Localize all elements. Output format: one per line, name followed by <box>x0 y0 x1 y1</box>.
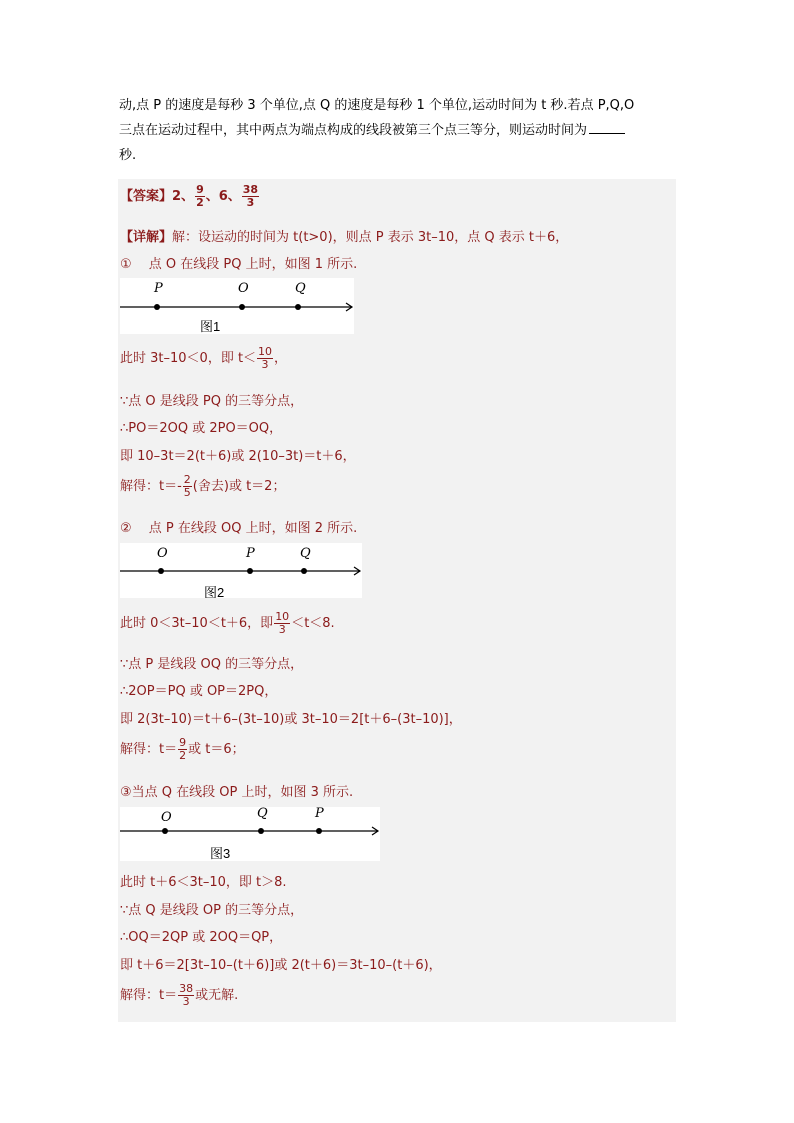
number-line-1 <box>120 278 354 334</box>
point-q-label: Q <box>295 281 306 296</box>
point-q-dot <box>295 304 301 310</box>
point-o-label: O <box>161 810 172 825</box>
case1-line-3: ∴PO＝2OQ 或 2PO＝OQ， <box>120 421 283 436</box>
point-o-dot <box>158 568 164 574</box>
figure-1 <box>120 278 354 334</box>
figure-2 <box>120 543 362 598</box>
point-o-label: O <box>238 281 249 296</box>
point-q-dot <box>301 568 307 574</box>
point-o-dot <box>239 304 245 310</box>
case3-line-3: ∴OQ＝2QP 或 2OQ＝QP， <box>120 930 283 945</box>
point-q-label: Q <box>300 546 311 561</box>
detail-intro: 【详解】解：设运动的时间为 t(t>0)，则点 P 表示 3t–10，点 Q 表示 t＋6， <box>120 230 569 245</box>
answer-fraction-1: $\frac{9}{2}$ <box>196 183 204 209</box>
case1-line-2: ∵点 O 是线段 PQ 的三等分点， <box>120 394 304 409</box>
question-line-1: 动,点 P 的速度是每秒 3 个单位,点 Q 的速度是每秒 1 个单位,运动时间为 t 秒.若点 P,Q,O <box>119 98 635 113</box>
case2-line-1: 此时 0＜3t–10＜t＋6，即 $\frac{10}{3}$ ＜t＜8. <box>120 610 335 636</box>
point-q-label: Q <box>257 807 268 821</box>
case3-line-2: ∵点 Q 是线段 OP 的三等分点， <box>120 903 304 918</box>
point-p-dot <box>154 304 160 310</box>
point-p-dot <box>316 828 322 834</box>
fraction: $\frac{10}{3}$ <box>258 345 273 371</box>
point-p-label: P <box>246 546 255 561</box>
answer-box <box>118 179 676 1022</box>
point-p-label: P <box>315 807 324 821</box>
case3-line-5: 解得：t＝ $\frac{38}{3}$ 或无解. <box>120 982 239 1008</box>
answer-fraction-2: $\frac{38}{3}$ <box>242 183 259 209</box>
case2-line-3: ∴2OP＝PQ 或 OP＝2PQ， <box>120 684 278 699</box>
point-p-dot <box>247 568 253 574</box>
case3-line-4: 即 t＋6＝2[3t–10–(t＋6)]或 2(t＋6)＝3t–10–(t＋6)， <box>120 958 442 973</box>
answer-line: 【答案】2、 $\frac{9}{2}$ 、6、 $\frac{38}{3}$ <box>120 183 259 209</box>
number-line-3 <box>120 807 380 861</box>
case3-heading: ③当点 Q 在线段 OP 上时，如图 3 所示. <box>120 785 354 800</box>
question-line-2: 三点在运动过程中，其中两点为端点构成的线段被第三个点三等分，则运动时间为 <box>119 118 679 143</box>
fraction: $\frac{38}{3}$ <box>179 982 194 1008</box>
point-p-label: P <box>154 281 163 296</box>
point-o-dot <box>162 828 168 834</box>
case2-line-2: ∵点 P 是线段 OQ 的三等分点， <box>120 657 304 672</box>
point-o-label: O <box>157 546 168 561</box>
question-line-3: 秒. <box>119 148 137 163</box>
fraction: $\frac{10}{3}$ <box>275 610 290 636</box>
question-text <box>119 93 679 168</box>
figure-3 <box>120 807 380 861</box>
case2-line-5: 解得：t＝ $\frac{9}{2}$ 或 t＝6； <box>120 736 245 762</box>
case1-line-1: 此时 3t–10＜0，即 t＜ $\frac{10}{3}$ ， <box>120 345 288 371</box>
answer-blank <box>589 121 625 134</box>
figure-1-caption: 图1 <box>200 319 221 334</box>
number-line-2 <box>120 543 362 598</box>
fraction: $\frac{9}{2}$ <box>179 736 187 762</box>
case1-heading: ① 点 O 在线段 PQ 上时，如图 1 所示. <box>120 257 358 272</box>
case2-heading: ② 点 P 在线段 OQ 上时，如图 2 所示. <box>120 521 358 536</box>
figure-2-caption: 图2 <box>204 585 225 598</box>
point-q-dot <box>258 828 264 834</box>
fraction: $\frac{2}{5}$ <box>183 473 191 499</box>
figure-3-caption: 图3 <box>210 846 231 861</box>
case1-line-4: 即 10–3t＝2(t＋6)或 2(10–3t)＝t＋6， <box>120 449 356 464</box>
case2-line-4: 即 2(3t–10)＝t＋6–(3t–10)或 3t–10＝2[t＋6–(3t–10)]， <box>120 712 462 727</box>
case3-line-1: 此时 t＋6＜3t–10，即 t＞8. <box>120 875 287 890</box>
case1-line-5: 解得：t＝- $\frac{2}{5}$ (舍去)或 t＝2； <box>120 473 286 499</box>
